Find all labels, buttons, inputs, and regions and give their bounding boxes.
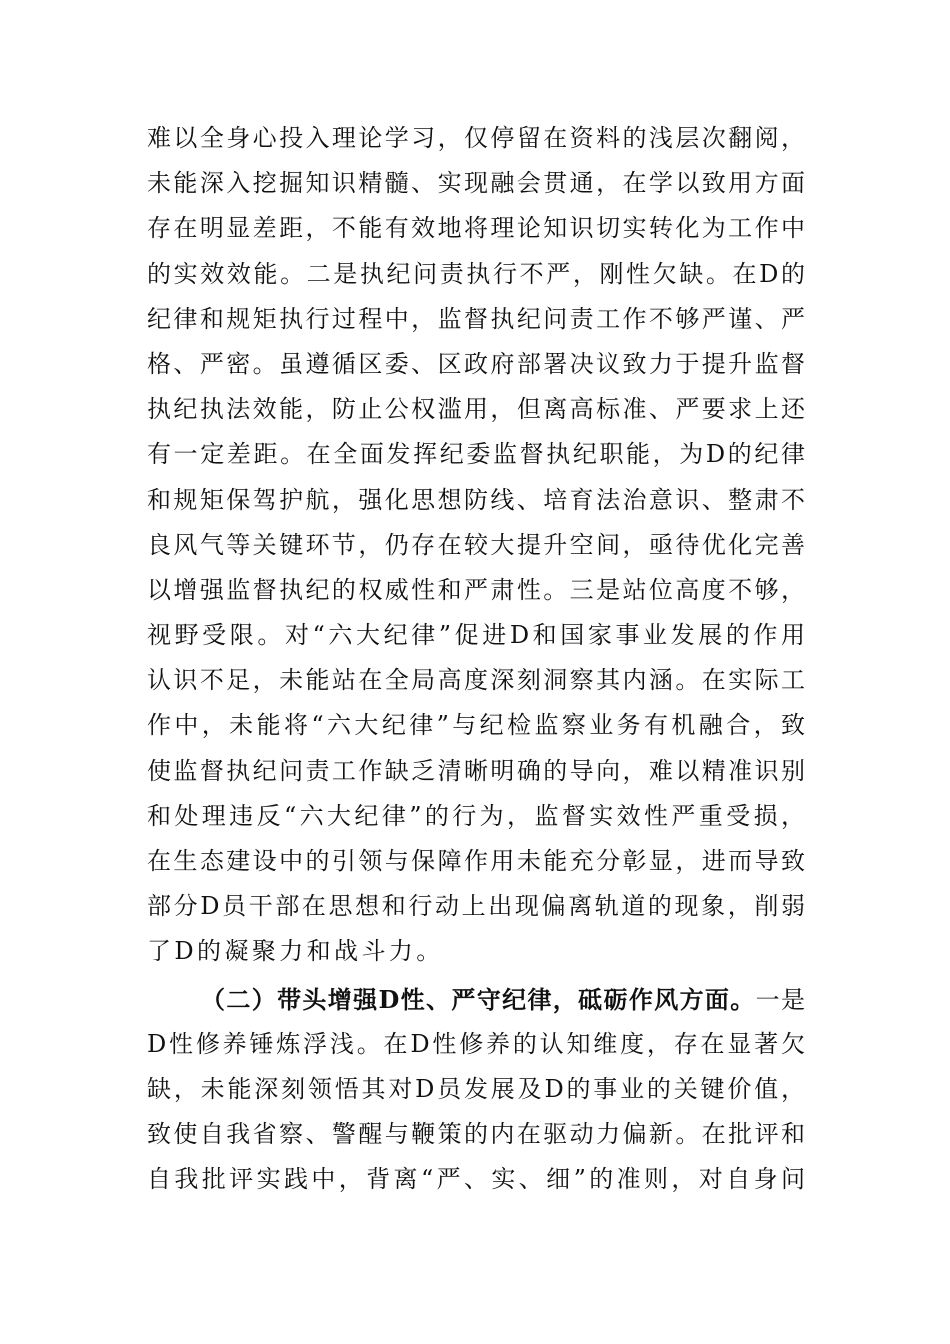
text-line: 在生态建设中的引领与保障作用未能充分彰显，进而导致: [147, 847, 805, 875]
text-line: 致使自我省察、警醒与鞭策的内在驱动力偏新。在批评和: [147, 1120, 805, 1149]
text-line: 难以全身心投入理论学习，仅停留在资料的浅层次翻阅，: [147, 124, 805, 152]
text-line: 和处理违反“六大纪律”的行为，监督实效性严重受损，: [147, 801, 805, 830]
text-line: 执纪执法效能，防止公权滥用，但离高标准、严要求上还: [147, 395, 805, 424]
text-line: 纪律和规矩执行过程中，监督执纪问责工作不够严谨、严: [147, 304, 805, 333]
text-line: 缺，未能深刻领悟其对D员发展及D的事业的关键价值，: [147, 1074, 805, 1103]
section-heading: （二）带头增强D性、严守纪律，砥砺作风方面。: [201, 984, 756, 1014]
text-line: 存在明显差距，不能有效地将理论知识切实转化为工作中: [147, 214, 805, 243]
text-line: 作中，未能将“六大纪律”与纪检监察业务有机融合，致: [147, 711, 805, 740]
text-line: 部分D员干部在思想和行动上出现偏离轨道的现象，削弱: [147, 892, 805, 921]
text-line: 了D的凝聚力和战斗力。: [147, 937, 444, 966]
text-line: 未能深入挖掘知识精髓、实现融会贯通，在学以致用方面: [147, 169, 805, 198]
text-line: [147, 977, 805, 1022]
text-line: 的实效效能。二是执纪问责执行不严，刚性欠缺。在D的: [147, 259, 805, 288]
text-line: 使监督执纪问责工作缺乏清晰明确的导向，难以精准识别: [147, 756, 805, 785]
text-line: 和规矩保驾护航，强化思想防线、培育法治意识、整肃不: [147, 485, 805, 514]
document-page: [147, 116, 805, 1203]
text-line: 视野受限。对“六大纪律”促进D和国家事业发展的作用: [147, 621, 805, 650]
text-line: 自我批评实践中，背离“严、实、细”的准则，对自身问: [147, 1165, 805, 1194]
text-line: 良风气等关键环节，仍存在较大提升空间，亟待优化完善: [147, 530, 805, 559]
paragraph-1: [147, 116, 805, 975]
text-line: 认识不足，未能站在全局高度深刻洞察其内涵。在实际工: [147, 666, 805, 695]
text-line: 有一定差距。在全面发挥纪委监督执纪职能，为D的纪律: [147, 440, 805, 469]
text-span: 一是: [755, 985, 806, 1014]
paragraph-2: [147, 977, 805, 1203]
text-line: 格、严密。虽遵循区委、区政府部署决议致力于提升监督: [147, 349, 805, 378]
text-line: 以增强监督执纪的权威性和严肃性。三是站位高度不够，: [147, 575, 805, 604]
text-line: D性修养锤炼浮浅。在D性修养的认知维度，存在显著欠: [147, 1029, 805, 1058]
